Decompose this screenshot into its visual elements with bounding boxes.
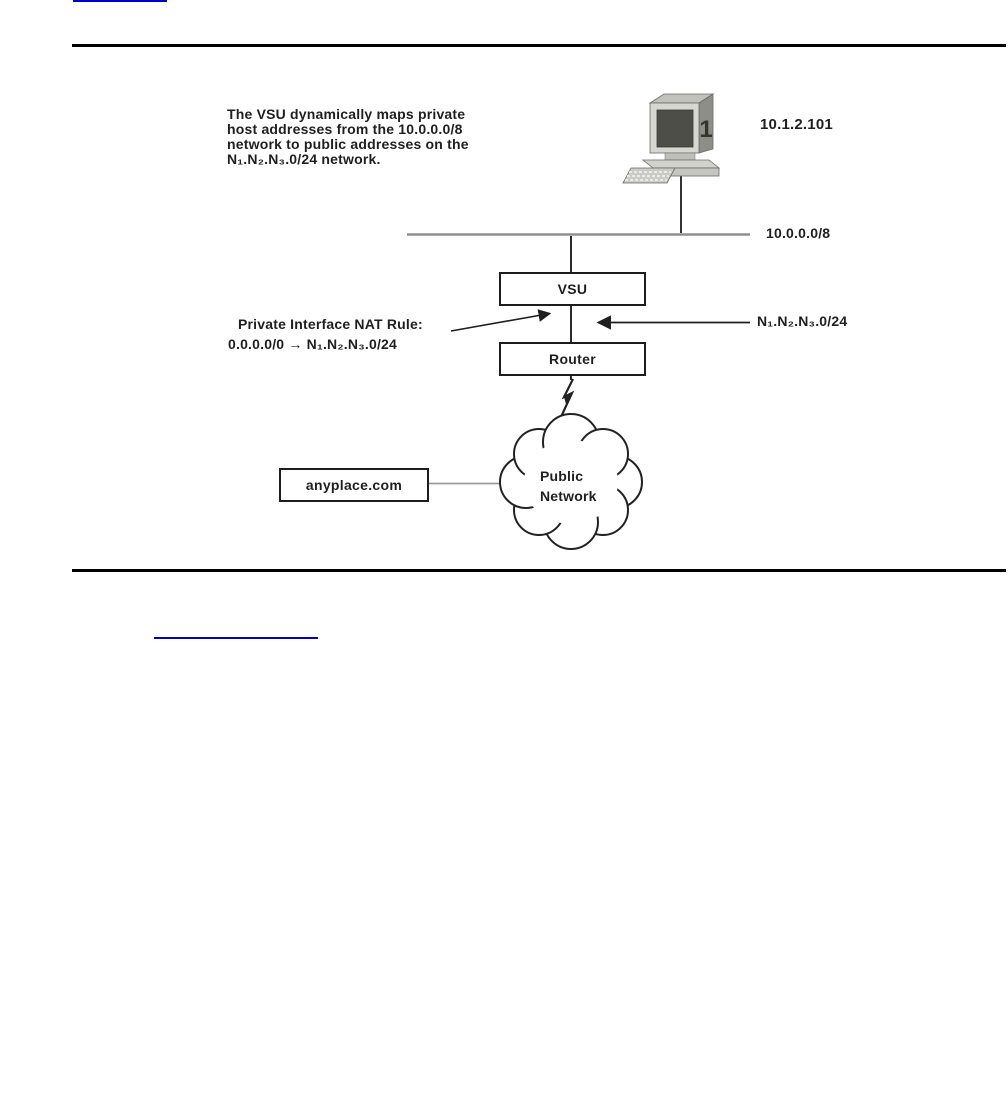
lan-network-label: 10.0.0.0/8 — [766, 225, 831, 241]
router-node-label: Router — [549, 351, 596, 367]
caption-line: The VSU dynamically maps private — [227, 106, 466, 122]
nat-rule-title: Private Interface NAT Rule: — [238, 316, 423, 332]
nat-rule-arrow — [451, 314, 550, 332]
vsu-node — [499, 272, 646, 306]
caption-line: network to public addresses on the — [227, 136, 469, 152]
computer-ip-label: 10.1.2.101 — [760, 116, 833, 133]
cloud-label-line: Network — [540, 488, 597, 504]
caption-line: host addresses from the 10.0.0.0/8 — [227, 121, 463, 137]
figure-caption — [227, 107, 469, 167]
computer-icon — [623, 94, 719, 183]
public-interface-network-label: N₁.N₂.N₃.0/24 — [757, 313, 848, 329]
caption-line: N₁.N₂.N₃.0/24 network. — [227, 151, 381, 167]
vsu-node-label: VSU — [557, 281, 588, 297]
nat-rule-mapping: 0.0.0.0/0 → N₁.N₂.N₃.0/24 — [228, 336, 398, 352]
cloud-label — [540, 466, 597, 506]
anyplace-node — [279, 468, 429, 502]
router-node — [499, 342, 646, 376]
lightning-bolt-icon — [561, 379, 573, 417]
cloud-label-line: Public — [540, 468, 584, 484]
anyplace-node-label: anyplace.com — [305, 477, 403, 493]
computer-badge: 1 — [699, 116, 713, 143]
